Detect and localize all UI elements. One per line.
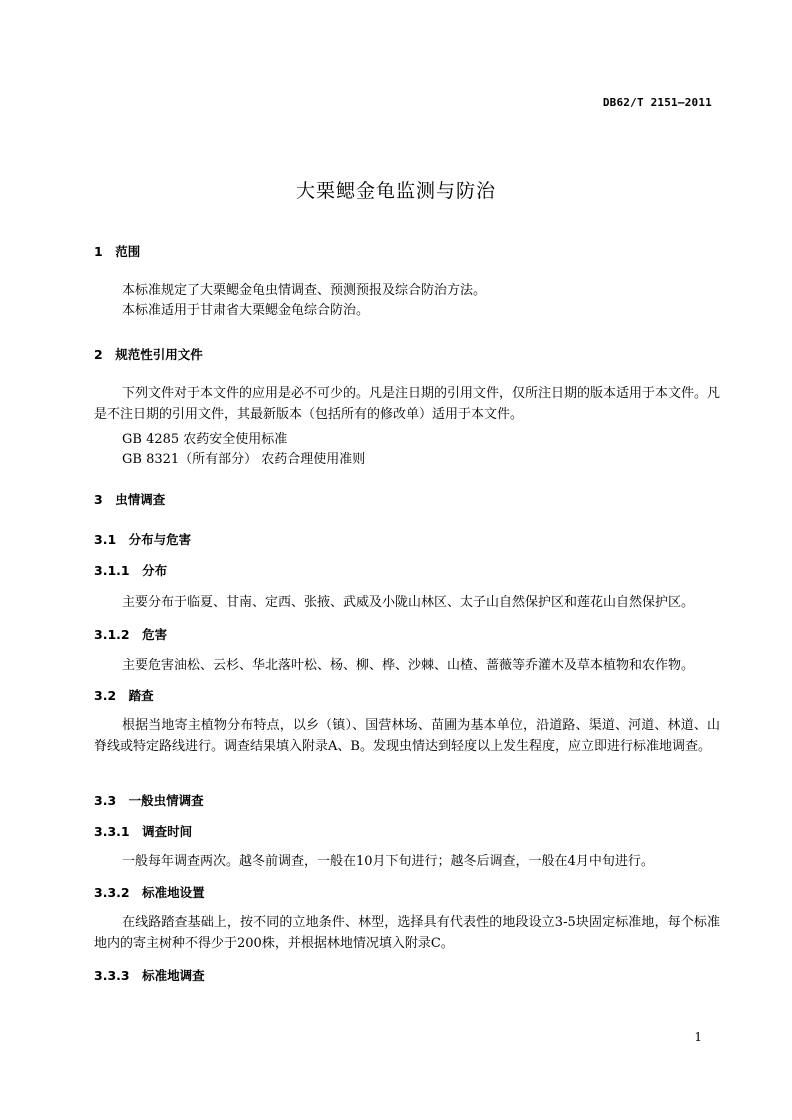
section-3-1-heading: 3.1 分布与危害 xyxy=(94,532,192,547)
section-3-3-3-heading: 3.3.3 标准地调查 xyxy=(94,968,205,983)
section-3-3-1-heading: 3.3.1 调查时间 xyxy=(94,824,193,839)
section-3-1-1-heading: 3.1.1 分布 xyxy=(94,563,168,578)
reference-gb4285: GB 4285 农药安全使用标准 xyxy=(122,432,288,447)
section-3-heading: 3 虫情调查 xyxy=(94,492,166,507)
section-3-3-2-paragraph: 在线路踏查基础上，按不同的立地条件、林型，选择具有代表性的地段设立3-5块固定标准地，每个标准地内的寄主树种不得少于200株，并根据林地情况填入附录C。 xyxy=(94,915,720,951)
section-1-paragraph-2: 本标准适用于甘肃省大栗鳃金龟综合防治。 xyxy=(122,303,370,318)
section-3-3-heading: 3.3 一般虫情调查 xyxy=(94,793,204,808)
section-2-paragraph: 下列文件对于本文件的应用是必不可少的。凡是注日期的引用文件，仅所注日期的版本适用于本文件。凡是不注日期的引用文件，其最新版本（包括所有的修改单）适用于本文件。 xyxy=(94,386,721,422)
document-title: 大栗鳃金龟监测与防治 xyxy=(295,180,496,202)
section-3-1-1-paragraph: 主要分布于临夏、甘南、定西、张掖、武威及小陇山林区、太子山自然保护区和莲花山自然保护区。 xyxy=(122,595,695,610)
standard-code: DB62/T 2151—2011 xyxy=(602,96,712,109)
section-3-2-paragraph: 根据当地寄主植物分布特点，以乡（镇）、国营林场、苗圃为基本单位，沿道路、渠道、河道、林道、山脊线或特定路线进行。调查结果填入附录A、B。发现虫情达到轻度以上发生程度，应立即进行标准地调查。 xyxy=(94,718,720,754)
section-3-3-1-paragraph: 一般每年调查两次。越冬前调查，一般在10月下旬进行；越冬后调查，一般在4月中旬进行。 xyxy=(122,854,654,869)
section-1-paragraph-1: 本标准规定了大栗鳃金龟虫情调查、预测预报及综合防治方法。 xyxy=(122,283,487,298)
section-1-heading: 1 范围 xyxy=(94,244,141,259)
page-number: 1 xyxy=(694,1030,702,1044)
reference-gb8321: GB 8321（所有部分） 农药合理使用准则 xyxy=(122,452,366,467)
section-3-2-heading: 3.2 踏查 xyxy=(94,688,154,703)
section-3-1-2-heading: 3.1.2 危害 xyxy=(94,627,168,642)
section-3-3-2-heading: 3.3.2 标准地设置 xyxy=(94,885,205,900)
section-2-heading: 2 规范性引用文件 xyxy=(94,347,203,362)
section-3-1-2-paragraph: 主要危害油松、云杉、华北落叶松、杨、柳、桦、沙棘、山楂、蔷薇等乔灌木及草本植物和农作物。 xyxy=(122,658,695,673)
